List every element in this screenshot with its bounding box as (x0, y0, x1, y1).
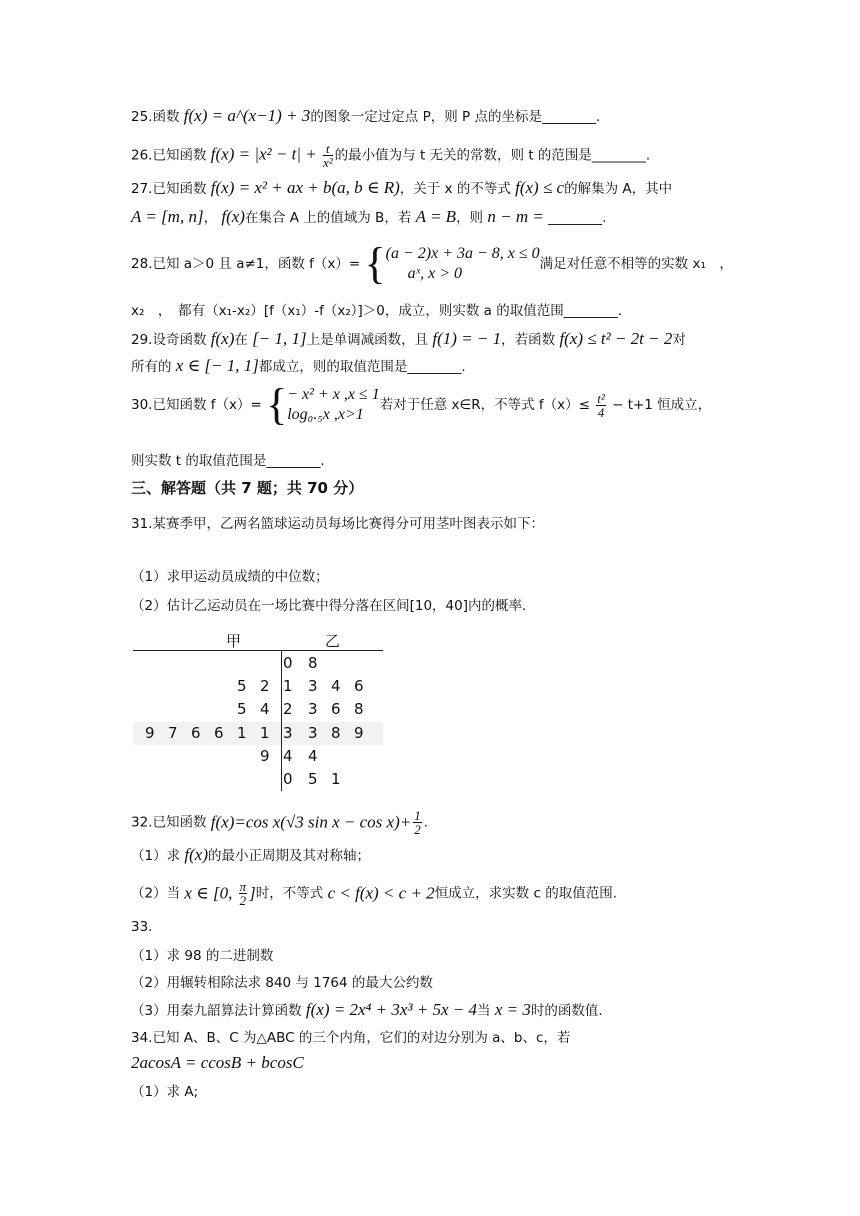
q30-after: − t+1 恒成立， (607, 397, 712, 413)
q32-p1-prefix: （1）求 (131, 848, 185, 864)
question-27-line-2 (131, 207, 606, 228)
section-3-heading: 三、解答题（共 7 题；共 70 分） (131, 479, 364, 497)
stem-value: 0 (283, 770, 293, 788)
q33-p3-formula: f(x) = 2x⁴ + 3x³ + 5x − 4 (305, 1000, 478, 1019)
q27-eq: A = B (415, 207, 457, 226)
left-leaf: 9 (145, 723, 155, 742)
q26-blank: ________ (591, 147, 646, 164)
q30-line2: 则实数 t 的取值范围是 (131, 453, 267, 469)
q25-formula: f(x) = a^(x−1) + 3 (183, 106, 311, 125)
right-leaf: 9 (354, 723, 364, 742)
q29-blank: ________ (407, 359, 462, 375)
q30-case-2: log₀.₅x ,x>1 (287, 406, 364, 423)
stem-leaf-left-header: 甲 (226, 632, 242, 650)
question-28-line-2 (131, 301, 622, 321)
q26-end: . (645, 147, 651, 164)
q27-end: . (602, 210, 607, 226)
stem-value: 3 (283, 723, 293, 742)
question-30-line-1 (131, 380, 712, 429)
stem-leaf-right-header: 乙 (325, 632, 341, 650)
q30-piecewise (287, 385, 379, 425)
q25-blank: ________ (541, 109, 596, 125)
question-30-line-2 (131, 451, 325, 471)
q29-line2-set: x ∈ [− 1, 1] (175, 356, 259, 375)
q32-p2-mid: 时，不等式 (255, 885, 328, 902)
q27-fx: f(x) (221, 207, 245, 226)
q28-line2: x₂ ， 都有（x₁-x₂）[f（x₁）-f（x₂）]＞0，成立，则实数 a 的取值范围 (131, 303, 564, 319)
q29-interval: [− 1, 1] (252, 329, 307, 348)
q33-p3-mid: 当 (477, 1003, 495, 1019)
stem-value: 4 (283, 746, 293, 765)
q29-cond: f(1) = − 1 (432, 329, 502, 348)
q33-p3-prefix: （3）用秦九韶算法计算函数 (131, 1003, 306, 1019)
stem-leaf-row (133, 768, 383, 791)
q34-part-1: （1）求 A; (131, 1084, 199, 1100)
q32-p2-domain: x ∈ [0, (184, 883, 237, 903)
q32-frac-num: 1 (414, 808, 421, 823)
right-leaf: 5 (308, 770, 318, 788)
q30-end: . (320, 453, 325, 469)
q33-title: 33. (131, 919, 153, 935)
q26-formula: f(x) = |x² − t| + (210, 144, 321, 164)
right-leaf: 6 (354, 677, 364, 696)
q26-prefix: 26.已知函数 (131, 147, 211, 164)
question-29-line-2 (131, 356, 466, 377)
left-leaf: 1 (260, 723, 270, 742)
q28-blank: ________ (563, 303, 618, 319)
q29-t1: 在 (234, 332, 253, 348)
q29-ineq: f(x) ≤ t² − 2t − 2 (559, 329, 673, 348)
q32-p1-suffix: 的最小正周期及其对称轴； (207, 848, 370, 864)
left-leaf: 2 (260, 677, 270, 696)
q30-mid: 若对于任意 x∈R，不等式 f（x）≤ (379, 397, 595, 413)
q32-pi-num: π (239, 879, 247, 894)
right-leaf: 4 (308, 746, 318, 765)
question-28-line-1 (131, 239, 733, 288)
left-leaf: 5 (237, 700, 247, 719)
q27-mid: ，关于 x 的不等式 (399, 181, 516, 197)
q32-prefix: 32.已知函数 (131, 814, 211, 831)
q29-t3: ，若函数 (501, 332, 560, 348)
q29-fx: f(x) (210, 329, 235, 348)
question-26 (131, 142, 650, 169)
q26-suffix: 的最小值为与 t 无关的常数，则 t 的范围是 (334, 147, 592, 164)
q26-frac-den: x² (322, 155, 333, 170)
q33-p3-suffix: 时的函数值. (530, 1003, 603, 1019)
q28-case-2: aˣ, x > 0 (407, 265, 463, 282)
q32-p2-ineq: c < f(x) < c + 2 (327, 883, 435, 903)
q28-brace: { (364, 239, 386, 288)
right-leaf: 3 (308, 723, 318, 742)
right-leaf: 3 (308, 700, 318, 719)
q29-line2-suffix: 都成立，则的取值范围是 (258, 359, 408, 375)
q32-frac-den: 2 (414, 822, 421, 837)
question-27-line-1 (131, 178, 672, 199)
q30-brace: { (266, 380, 288, 429)
q27-sep: ， (203, 210, 222, 226)
stem-leaf-row (133, 745, 383, 768)
q32-p1-fx: f(x) (184, 845, 208, 864)
q33-p3-x: x = 3 (494, 1000, 531, 1019)
q27-formula: f(x) = x² + ax + b(a, b ∈ R) (210, 178, 400, 197)
q27-expr: n − m = (487, 207, 549, 226)
q32-fraction (413, 809, 422, 836)
q27-prefix: 27.已知函数 (131, 181, 211, 197)
q29-t4: 对 (672, 332, 686, 348)
left-leaf: 4 (260, 700, 270, 719)
q30-case-1: − x² + x ,x ≤ 1 (287, 386, 380, 403)
question-32 (131, 809, 428, 836)
q27-suffix: 的解集为 A，其中 (564, 181, 673, 197)
left-leaf: 6 (214, 723, 224, 742)
q26-frac-num: t (323, 142, 333, 156)
q30-frac-num: t² (597, 390, 605, 406)
q28-suffix: 满足对任意不相等的实数 x₁ ， (539, 256, 733, 272)
q25-end: . (595, 109, 601, 125)
q32-p2-close: ] (249, 883, 256, 903)
left-leaf: 9 (260, 746, 270, 765)
q29-line2-prefix: 所有的 (131, 359, 176, 375)
stem-leaf-plot (133, 630, 383, 790)
right-leaf: 3 (308, 677, 318, 696)
q30-fraction (596, 392, 606, 419)
stem-leaf-row (133, 652, 383, 675)
q32-p2-suffix: 恒成立，求实数 c 的取值范围. (434, 885, 617, 902)
left-leaf: 5 (237, 677, 247, 696)
question-29-line-1 (131, 329, 686, 350)
q32-p2-prefix: （2）当 (131, 885, 185, 902)
stem-value: 1 (283, 677, 293, 696)
q26-fraction (323, 142, 333, 169)
q27-blank: ________ (548, 210, 603, 226)
q27-then: ，则 (456, 210, 488, 226)
q30-prefix: 30.已知函数 f（x）= (131, 397, 267, 413)
stem-leaf-divider (281, 650, 282, 791)
q29-prefix: 29.设奇函数 (131, 332, 211, 348)
q30-blank: ________ (266, 453, 321, 469)
stem-value: 2 (283, 700, 293, 719)
left-leaf: 6 (191, 723, 201, 742)
stem-value: 0 (283, 654, 293, 672)
stem-leaf-row (133, 722, 383, 745)
q28-case-1: (a − 2)x + 3a − 8, x ≤ 0 (385, 245, 540, 262)
q31-title: 31.某赛季甲，乙两名篮球运动员每场比赛得分可用茎叶图表示如下： (131, 516, 544, 532)
q33-part-3 (131, 1000, 603, 1021)
q34-line-1: 34.已知 A、B、C 为△ABC 的三个内角，它们的对边分别为 a、b、c，若 (131, 1030, 571, 1046)
q32-part-2 (131, 880, 617, 907)
left-leaf: 1 (237, 723, 247, 742)
q31-part-2: （2）估计乙运动员在一场比赛中得分落在区间[10，40]内的概率. (131, 598, 527, 614)
q25-prefix: 25.函数 (131, 109, 184, 125)
q27-inequality: f(x) ≤ c (515, 178, 565, 197)
q28-end: . (617, 303, 623, 319)
q27-text: 在集合 A 上的值域为 B，若 (244, 210, 416, 226)
q29-t2: 上是单调减函数，且 (306, 332, 433, 348)
right-leaf: 8 (354, 700, 364, 719)
q31-part-1: （1）求甲运动员成绩的中位数； (131, 569, 329, 585)
right-leaf: 1 (331, 770, 341, 788)
right-leaf: 8 (331, 723, 341, 742)
q34-formula: 2acosA = ccosB + bcosC (131, 1053, 304, 1072)
q32-pi-fraction (239, 880, 248, 907)
q33-part-1: （1）求 98 的二进制数 (131, 948, 274, 964)
right-leaf: 8 (308, 654, 318, 672)
stem-leaf-row (133, 675, 383, 698)
question-25 (131, 106, 600, 127)
q29-end: . (461, 359, 466, 375)
stem-leaf-row (133, 698, 383, 721)
left-leaf: 7 (168, 723, 178, 742)
q32-formula: f(x)=cos x(√3 sin x − cos x)+ (210, 812, 412, 832)
q27-set-a: A = [m, n] (131, 207, 204, 226)
q30-frac-den: 4 (597, 404, 605, 420)
stem-leaf-header-rule (133, 650, 383, 651)
q32-part-1 (131, 845, 370, 866)
q25-suffix: 的图象一定过定点 P，则 P 点的坐标是 (310, 109, 542, 125)
q33-part-2: （2）用辗转相除法求 840 与 1764 的最大公约数 (131, 975, 433, 991)
q28-piecewise (386, 244, 540, 284)
right-leaf: 4 (331, 677, 341, 696)
q32-pi-den: 2 (239, 893, 247, 908)
q32-end: . (423, 814, 429, 831)
right-leaf: 6 (331, 700, 341, 719)
q28-prefix: 28.已知 a＞0 且 a≠1，函数 f（x）= (131, 256, 365, 272)
